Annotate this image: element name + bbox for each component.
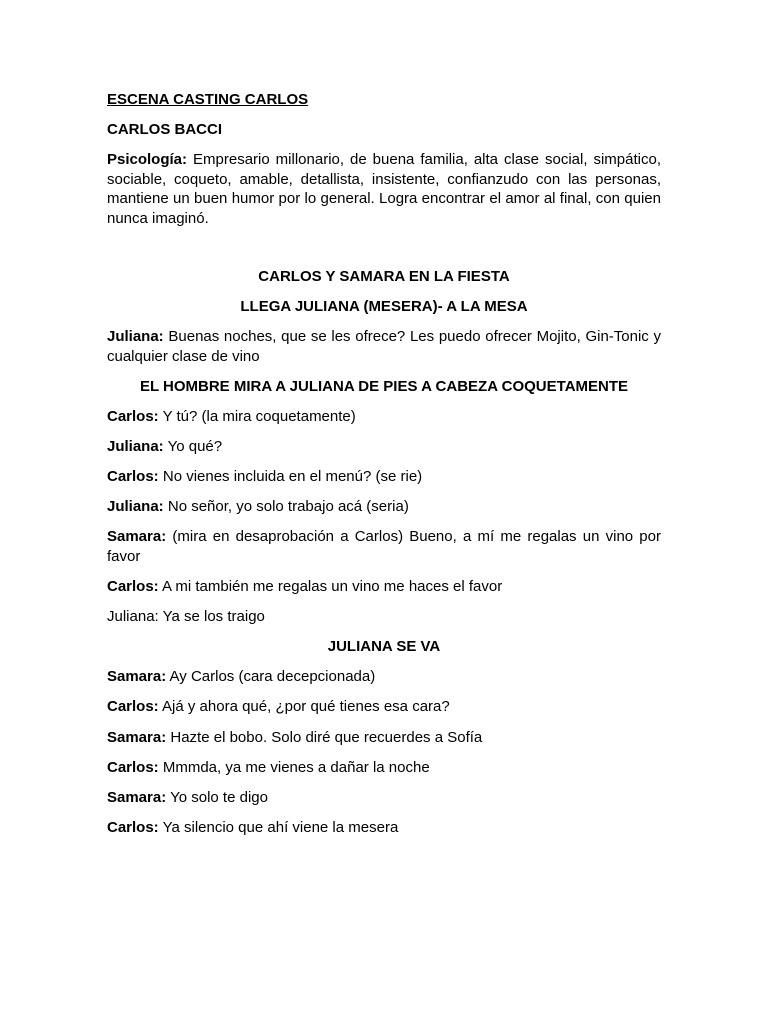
dialogue-line <box>107 728 661 748</box>
speaker-name: Juliana: <box>107 328 164 346</box>
spacer <box>107 239 661 267</box>
dialogue-text: (mira en desaprobación a Carlos) Bueno, a mí me regalas un vino por favor <box>107 528 661 565</box>
dialogue-line <box>107 788 661 808</box>
stage-direction-heading: JULIANA SE VA <box>327 638 441 656</box>
dialogue-text: Y tú? (la mira coquetamente) <box>162 408 356 426</box>
dialogue-line <box>107 497 661 517</box>
script-body <box>107 267 661 837</box>
dialogue-text: Yo qué? <box>167 438 223 456</box>
speaker-name: Juliana: <box>107 498 164 516</box>
dialogue-text: Ajá y ahora qué, ¿por qué tienes esa cara? <box>162 698 450 716</box>
stage-direction-heading: CARLOS Y SAMARA EN LA FIESTA <box>258 268 510 286</box>
speaker-name: Carlos: <box>107 408 159 426</box>
dialogue-line <box>107 667 661 687</box>
psychology-text: Empresario millonario, de buena familia, alta clase social, simpático, sociable, coqueto, amable, detallista, insistente, confianzudo con las personas, mantiene un buen humor por lo general. Logra encontrar el amor al final, con quien nunca imaginó. <box>107 151 661 227</box>
dialogue-text: Ay Carlos (cara decepcionada) <box>169 668 376 686</box>
dialogue-text: No señor, yo solo trabajo acá (seria) <box>167 498 409 516</box>
dialogue-line <box>107 437 661 457</box>
dialogue-line <box>107 407 661 427</box>
dialogue-line <box>107 577 661 597</box>
dialogue-text: A mi también me regalas un vino me haces el favor <box>162 578 503 596</box>
dialogue-line <box>107 758 661 778</box>
speaker-name: Carlos: <box>107 818 159 836</box>
speaker-name: Carlos: <box>107 758 159 776</box>
speaker-name: Samara: <box>107 668 167 686</box>
dialogue-line <box>107 527 661 566</box>
dialogue-line <box>107 467 661 487</box>
character-name: CARLOS BACCI <box>107 121 222 139</box>
stage-direction-heading: EL HOMBRE MIRA A JULIANA DE PIES A CABEZA COQUETAMENTE <box>139 377 629 395</box>
document-page <box>107 90 661 848</box>
dialogue-text: No vienes incluida en el menú? (se rie) <box>162 468 423 486</box>
dialogue-text: Yo solo te digo <box>170 788 268 806</box>
speaker-name: Juliana: <box>107 438 164 456</box>
speaker-name: Carlos: <box>107 578 159 596</box>
speaker-name: Samara: <box>107 728 167 746</box>
dialogue-line: Juliana: Ya se los traigo <box>107 608 265 626</box>
scene-title: ESCENA CASTING CARLOS <box>107 91 309 108</box>
psychology-paragraph <box>107 150 661 228</box>
dialogue-text: Buenas noches, que se les ofrece? Les puedo ofrecer Mojito, Gin-Tonic y cualquier clase de vino <box>107 328 661 365</box>
speaker-name: Carlos: <box>107 698 159 716</box>
speaker-name: Samara: <box>107 528 167 546</box>
dialogue-line <box>107 327 661 366</box>
speaker-name: Samara: <box>107 788 167 806</box>
stage-direction-heading: LLEGA JULIANA (MESERA)- A LA MESA <box>240 298 528 316</box>
speaker-name: Carlos: <box>107 468 159 486</box>
psychology-label: Psicología: <box>107 151 188 169</box>
dialogue-text: Ya silencio que ahí viene la mesera <box>162 818 399 836</box>
dialogue-text: Hazte el bobo. Solo diré que recuerdes a Sofía <box>170 728 483 746</box>
dialogue-line <box>107 697 661 717</box>
dialogue-line <box>107 818 661 838</box>
dialogue-text: Mmmda, ya me vienes a dañar la noche <box>162 758 430 776</box>
